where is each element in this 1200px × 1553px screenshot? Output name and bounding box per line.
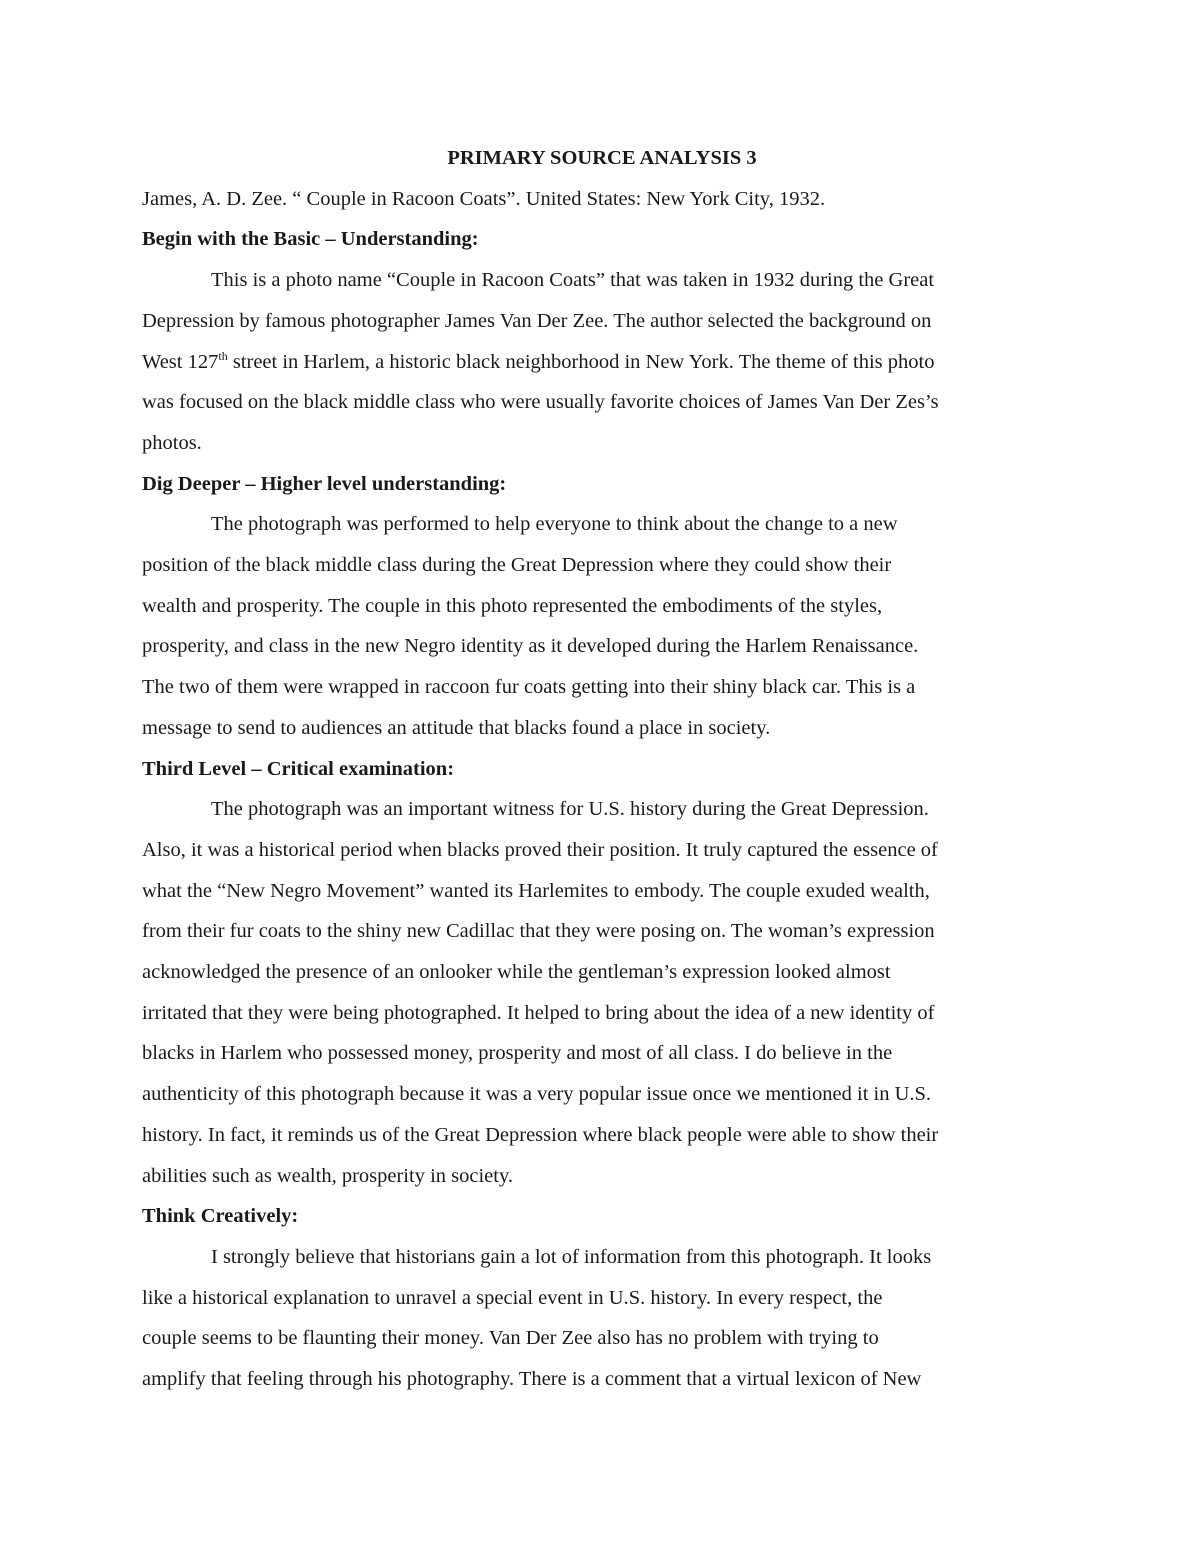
section-heading: Begin with the Basic – Understanding: [142,228,479,251]
text-line: blacks in Harlem who possessed money, prosperity and most of all class. I do believe in the [142,1042,893,1065]
citation: James, A. D. Zee. “ Couple in Racoon Coats”. United States: New York City, 1932. [142,187,826,210]
text-line: authenticity of this photograph because it was a very popular issue once we mentioned it in U.S. [142,1083,932,1106]
text-line: amplify that feeling through his photography. There is a comment that a virtual lexicon of New [142,1368,922,1391]
text-line: like a historical explanation to unravel a special event in U.S. history. In every respect, the [142,1286,883,1309]
text-line: Depression by famous photographer James Van Der Zee. The author selected the background on [142,309,932,332]
text-line: prosperity, and class in the new Negro identity as it developed during the Harlem Renaissance. [142,635,919,658]
text-line: was focused on the black middle class who were usually favorite choices of James Van Der Zes’s [142,391,939,414]
text-line: The photograph was an important witness for U.S. history during the Great Depression. [211,798,929,821]
text-line: position of the black middle class during the Great Depression where they could show their [142,554,892,577]
document-body [142,219,1062,1399]
text-line: photos. [142,431,202,454]
section-paragraph [142,260,1062,464]
text-line: wealth and prosperity. The couple in this photo represented the embodiments of the styles, [142,594,883,617]
text-line: This is a photo name “Couple in Racoon Coats” that was taken in 1932 during the Great [211,269,935,292]
text-line: The photograph was performed to help everyone to think about the change to a new [211,513,898,536]
section-heading: Think Creatively: [142,1205,299,1228]
text-line: irritated that they were being photographed. It helped to bring about the idea of a new identity of [142,1001,935,1024]
text-line: West 127th street in Harlem, a historic black neighborhood in New York. The theme of this photo [142,348,935,373]
text-line: from their fur coats to the shiny new Cadillac that they were posing on. The woman’s expression [142,920,935,943]
section-paragraph [142,504,1062,748]
section-paragraph [142,1237,1062,1400]
text-line: I strongly believe that historians gain a lot of information from this photograph. It looks [211,1245,932,1268]
ordinal-superscript: th [218,348,228,363]
section-heading: Dig Deeper – Higher level understanding: [142,472,507,495]
text-line: couple seems to be flaunting their money. Van Der Zee also has no problem with trying to [142,1327,879,1350]
text-line: abilities such as wealth, prosperity in society. [142,1164,514,1187]
text-line: history. In fact, it reminds us of the Great Depression where black people were able to show their [142,1123,939,1146]
text-line: what the “New Negro Movement” wanted its Harlemites to embody. The couple exuded wealth, [142,879,930,902]
text-line: acknowledged the presence of an onlooker while the gentleman’s expression looked almost [142,961,891,984]
document-title: PRIMARY SOURCE ANALYSIS 3 [447,147,757,169]
section-heading: Third Level – Critical examination: [142,757,455,780]
document-page [142,138,1062,1400]
text-line: message to send to audiences an attitude that blacks found a place in society. [142,716,771,739]
text-line: The two of them were wrapped in raccoon fur coats getting into their shiny black car. This is a [142,676,916,699]
text-line: Also, it was a historical period when blacks proved their position. It truly captured the essence of [142,838,938,861]
section-paragraph [142,789,1062,1196]
